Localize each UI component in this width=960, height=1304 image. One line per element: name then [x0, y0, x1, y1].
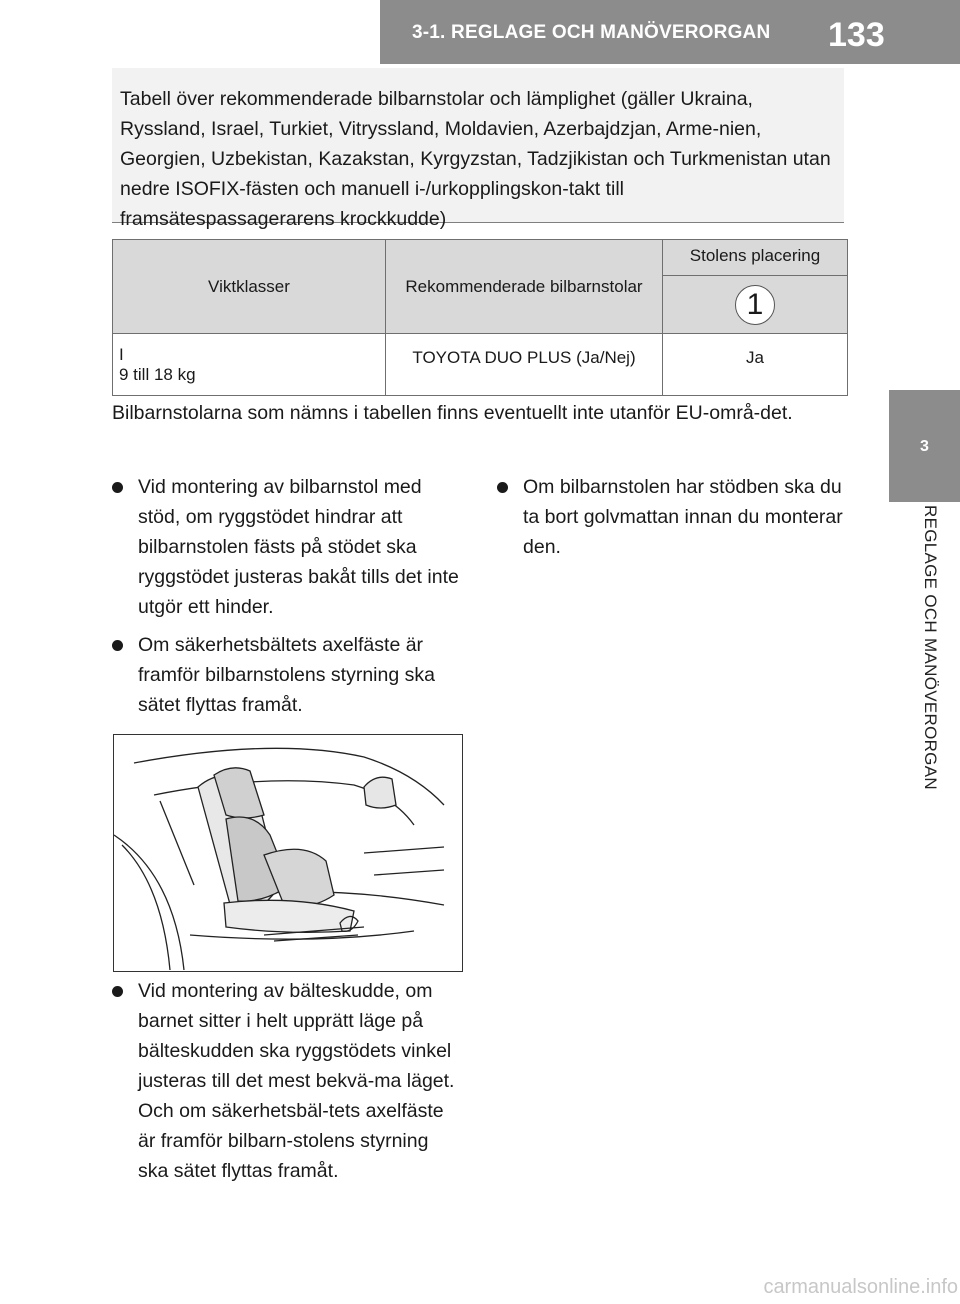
footer-watermark: carmanualsonline.info: [763, 1276, 958, 1298]
list-item: Vid montering av bälteskudde, om barnet sitter i helt upprätt läge på bälteskudden ska ryggstödets vinkel justeras till det mest bekvä-ma läget. Och om säkerhetsbäl-tets axelfäste är framför bilbarn-stolens styrning ska sätet flyttas framåt.: [112, 976, 462, 1186]
seat-position-1-badge: 1: [735, 285, 775, 325]
bullet-icon: [112, 986, 123, 997]
bottom-left-bullets: [112, 976, 462, 1194]
chapter-number: 3: [920, 438, 929, 455]
header-position-cell: [663, 276, 848, 334]
availability-note: Bilbarnstolarna som nämns i tabellen finns eventuellt inte utanför EU-områ-det.: [112, 402, 793, 424]
weight-class-range: 9 till 18 kg: [119, 364, 196, 384]
table-caption: Tabell över rekommenderade bilbarnstolar och lämplighet (gäller Ukraina, Ryssland, Israel, Turkiet, Vitryssland, Moldavien, Azerbajdzjan, Arme-nien, Georgien, Uzbekistan, Kazakstan, Kyrgyzstan, Tadzjikistan och Turkmenistan utan nedre ISOFIX-fästen och manuell i-/urkopplingskon-takt till framsätespassagerarens krockkudde): [112, 68, 844, 223]
header-seat-position: Stolens placering: [663, 240, 848, 276]
bullet-icon: [112, 482, 123, 493]
weight-class-cell: [113, 334, 386, 396]
bullet-icon: [112, 640, 123, 651]
right-column-bullets: [497, 472, 847, 570]
table-row: [113, 334, 848, 396]
header-weight-class: Viktklasser: [113, 240, 386, 334]
header-recommended-seats: Rekommenderade bilbarnstolar: [386, 240, 663, 334]
list-item: Om bilbarnstolen har stödben ska du ta bort golvmattan innan du monterar den.: [497, 472, 847, 562]
weight-class-name: I: [119, 344, 124, 364]
bullet-icon: [497, 482, 508, 493]
left-column-bullets: [112, 472, 462, 728]
car-seat-drawing-icon: [114, 735, 461, 970]
list-item: Vid montering av bilbarnstol med stöd, om ryggstödet hindrar att bilbarnstolen fästs på stödet ska ryggstödet justeras bakåt tills det inte utgör ett hinder.: [112, 472, 462, 622]
chapter-label: REGLAGE OCH MANÖVERORGAN: [921, 505, 940, 790]
child-seat-illustration: [113, 734, 463, 972]
page-number: 133: [828, 16, 885, 54]
child-seat-table: [112, 239, 848, 396]
recommended-seat-cell: TOYOTA DUO PLUS (Ja/Nej): [386, 334, 663, 396]
suitability-cell: Ja: [663, 334, 848, 396]
list-item: Om säkerhetsbältets axelfäste är framför bilbarnstolens styrning ska sätet flyttas framåt.: [112, 630, 462, 720]
section-title: 3-1. REGLAGE OCH MANÖVERORGAN: [412, 22, 771, 43]
